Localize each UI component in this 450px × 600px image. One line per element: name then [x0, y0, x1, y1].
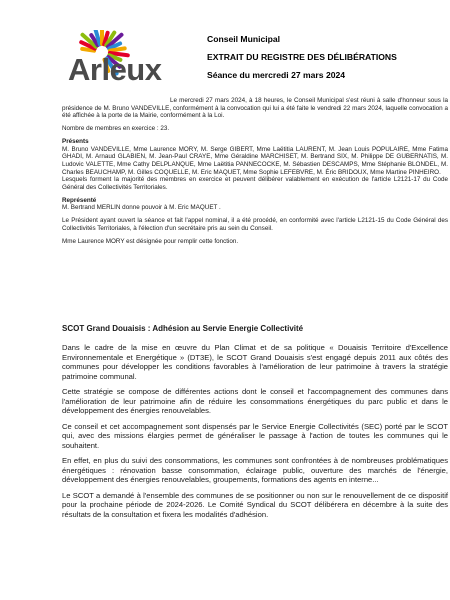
present-heading: Présents — [62, 137, 89, 145]
intro-paragraph: Le mercredi 27 mars 2024, à 18 heures, le Conseil Municipal s'est réuni à salle d'honneur sous la présidence de M. Bruno VANDEVILLE, conformément à la convocation qui lui a été faite le vendredi 22 mars 2024, laquelle convocation a été affichée à la porte de la Mairie, conformément à la Loi. — [62, 97, 448, 120]
council-title: Conseil Municipal — [207, 34, 281, 44]
secretary-designation: Mme Laurence MORY est désignée pour remplir cette fonction. — [62, 237, 239, 245]
deliberation-paragraph: Le SCOT a demandé à l'ensemble des communes de se positionner ou non sur le renouvellement de ce dispositif pour la prochaine période de 2024-2026. Le Comité Syndical du SCOT délibérera en décembre à la suite des résultats de la consultation et fixera les modalités d'adhésion. — [62, 490, 448, 519]
present-list: M. Bruno VANDEVILLE, Mme Laurence MORY, M. Serge GIBERT, Mme Laëtitia LAURENT, M. Jean Louis POPULAIRE, Mme Fatima GHADI, M. Arnaud GLABIEN, M. Jean-Paul CRAYE, Mme Géraldine MARCHISET, M. Bertrand SIX, M. Philippe DE GUBERNATIS, M. Ludovic VALETTE, Mme Cathy DELPLANQUE, Mme Laëtitia PANNECOCKE, M. Sébastien DESCAMPS, Mme Stéphanie BLONDEL, M. Charles BEAUCHAMP, M. Gilles COQUELLE, M. Eric MAQUET, Mme Sophie LEFEBVRE, M. Éric BRIDOUX, Mme Martine PINHEIRO. — [62, 145, 448, 176]
represented-text: M. Bertrand MERLIN donne pouvoir à M. Eric MAQUET . — [62, 204, 221, 212]
logo-ray — [110, 48, 125, 50]
document-header — [207, 34, 442, 88]
minutes-body — [62, 97, 448, 245]
deliberation-paragraph: En effet, en plus du suivi des consommations, les communes sont confrontées à de nombreuses problématiques énergétiques : rénovation basse consommation, éclairage public, ouverture des marchés de l'énergie, développement des énergies renouvelables, groupements, formations des agents en interne... — [62, 456, 448, 485]
members-count: Nombre de membres en exercice : 23. — [62, 125, 170, 133]
session-date: Séance du mercredi 27 mars 2024 — [207, 70, 346, 80]
arleux-logo — [62, 30, 174, 94]
secretary-election: Le Président ayant ouvert la séance et fait l'appel nominal, il a été procédé, en conformité avec l'article L2121-15 du Code Général des Collectivités Territoriales, à l'élection d'un secrétaire pris au sein du Conseil. — [62, 217, 448, 232]
deliberation-paragraph: Ce conseil et cet accompagnement sont dispensés par le Service Energie Collectivités (SEC) porté par le SCOT qui, avec des missions élargies permet de généraliser le passage à l'action de toutes les communes qui le souhaitent. — [62, 421, 448, 450]
deliberation-paragraph: Dans le cadre de la mise en œuvre du Plan Climat et de sa politique « Douaisis Territoire d'Excellence Environnementale et Energétique » (DT3E), le SCOT Grand Douaisis s'est engagé depuis 2011 aux côtés des communes pour développer les conditions favorables à l'amélioration de leur patrimoine à travers la stratégie patrimoine communal. — [62, 343, 448, 381]
represented-heading: Représenté — [62, 196, 97, 204]
quorum-statement: Lesquels forment la majorité des membres en exercice et peuvent délibérer valablement en exécution de l'article L2121-17 du Code Général des Collectivités Territoriales. — [62, 176, 448, 192]
register-title: EXTRAIT DU REGISTRE DES DÉLIBÉRATIONS — [207, 52, 397, 62]
logo-text: Arleux — [68, 52, 162, 87]
deliberation-section — [62, 324, 448, 525]
deliberation-title: SCOT Grand Douaisis : Adhésion au Servie Energie Collectivité — [62, 324, 304, 333]
deliberation-paragraph: Cette stratégie se compose de différentes actions dont le conseil et l'accompagnement des communes dans l'amélioration de leur patrimoine afin de réduire les consommations énergétiques du parc public et dans le développement des énergies renouvelables. — [62, 387, 448, 416]
